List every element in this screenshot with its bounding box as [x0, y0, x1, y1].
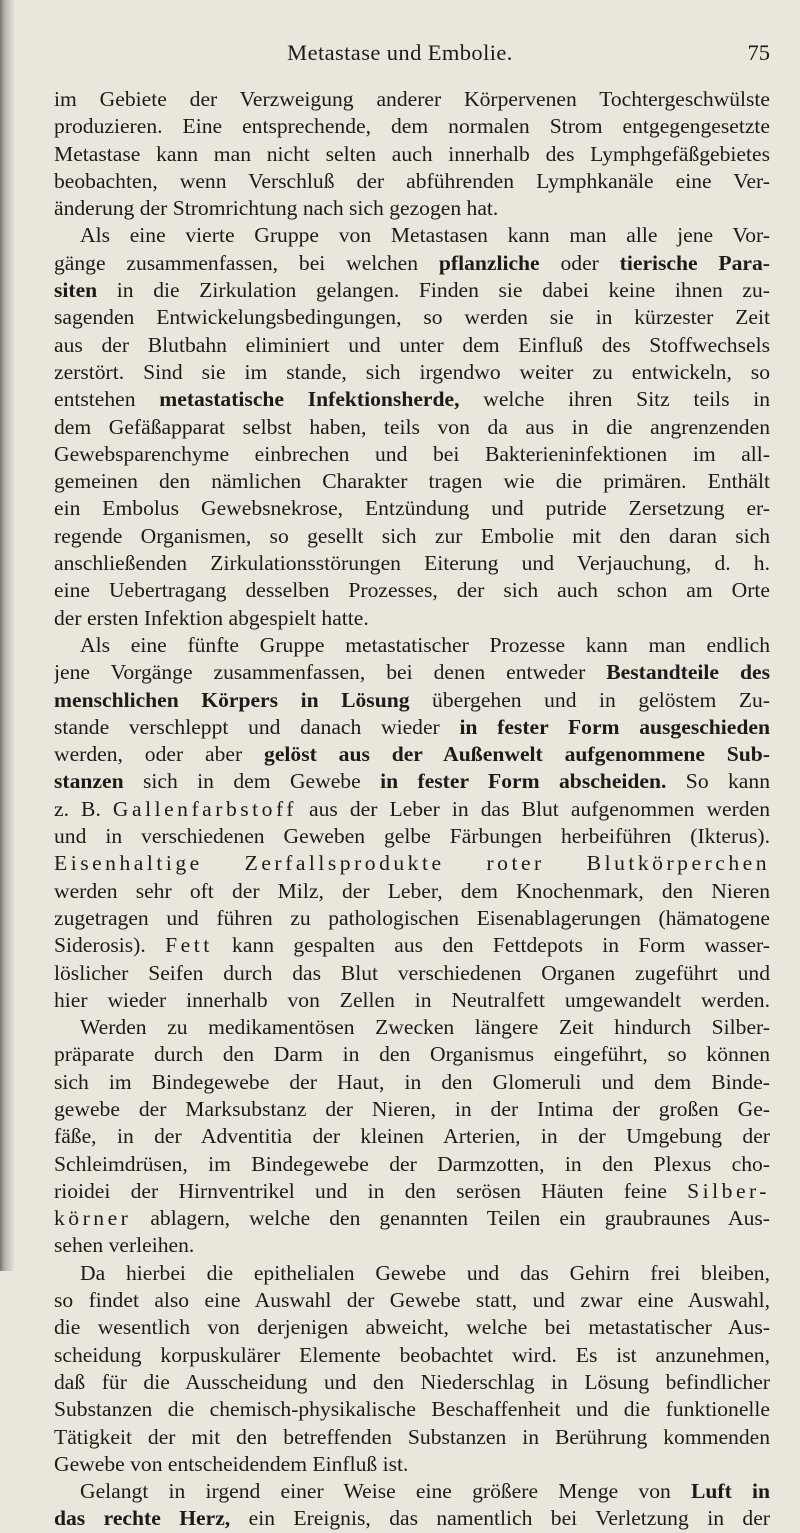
text-line [54, 1041, 770, 1068]
text-segment: Schleimdrüsen, im Bindegewebe der Darmzotten, in den Plexus cho- [54, 1151, 770, 1176]
text-line [54, 1505, 770, 1532]
text-segment: und in verschiedenen Geweben gelbe Färbungen herbeiführen (Ikterus). [54, 824, 770, 849]
text-line [54, 386, 770, 413]
text-segment: im Gebiete der Verzweigung anderer Körpervenen Tochtergeschwülste [54, 87, 770, 111]
page-number: 75 [747, 40, 770, 65]
text-segment: welche ihren Sitz teils in [459, 387, 770, 412]
text-segment: gänge zusammenfassen, bei welchen [54, 250, 439, 275]
spaced-term: Fett [165, 933, 213, 958]
text-line [54, 1232, 770, 1259]
text-line [54, 987, 770, 1014]
text-line [54, 960, 770, 987]
text-segment: stande verschleppt und danach wieder [54, 714, 460, 739]
text-segment: dem Gefäßapparat selbst haben, teils von da aus in die angrenzenden [54, 414, 770, 439]
bold-term: gelöst aus der Außenwelt aufgenommene Sub- [264, 742, 770, 767]
text-line [54, 605, 770, 632]
bold-term: in fester Form ausgeschieden [459, 714, 770, 739]
text-segment: daß für die Ausscheidung und den Niederschlag in Lösung befindlicher [54, 1369, 770, 1394]
text-segment: in die Zirkulation gelangen. Finden sie dabei keine ihnen zu- [97, 278, 770, 303]
text-segment: sehen verleihen. [54, 1233, 195, 1258]
spaced-term: Silber- [687, 1178, 770, 1203]
text-segment: ablagern, welche den genannten Teilen ein graubraunes Aus- [131, 1206, 770, 1231]
text-line [54, 441, 770, 468]
text-segment: Gelangt in irgend einer Weise eine größere Menge von [80, 1479, 691, 1504]
text-line [54, 1478, 770, 1505]
bold-term: in fester Form abscheiden. [380, 769, 667, 794]
text-segment: Werden zu medikamentösen Zwecken längere Zeit hindurch Silber- [80, 1015, 770, 1040]
text-line [54, 1014, 770, 1041]
text-line [54, 168, 770, 195]
text-segment: Tätigkeit der mit den betreffenden Substanzen in Berührung kommenden [54, 1424, 770, 1449]
text-line [54, 823, 770, 850]
text-line [54, 250, 770, 277]
spaced-term: Gallenfarbstoff [112, 796, 297, 821]
text-segment: hier wieder innerhalb von Zellen in Neutralfett umgewandelt werden. [54, 987, 770, 1012]
text-segment: Metastase kann man nicht selten auch innerhalb des Lymphgefäßgebietes [54, 141, 770, 166]
text-segment: anschließenden Zirkulationsstörungen Eiterung und Verjauchung, d. h. [54, 551, 770, 576]
bold-term: Bestandteile des [606, 660, 770, 685]
text-line [54, 850, 770, 877]
text-segment: Als eine vierte Gruppe von Metastasen kann man alle jene Vor- [80, 223, 770, 248]
text-segment: Als eine fünfte Gruppe metastatischer Prozesse kann man endlich [80, 632, 770, 657]
text-line [54, 550, 770, 577]
text-line [54, 113, 770, 140]
text-segment: änderung der Stromrichtung nach sich gezogen hat. [54, 196, 499, 221]
text-line [54, 1151, 770, 1178]
text-segment: gewebe der Marksubstanz der Nieren, in der Intima der großen Ge- [54, 1096, 770, 1121]
spaced-term: Eisenhaltige Zerfallsprodukte roter Blutkörperchen [54, 851, 770, 876]
text-segment: So kann [666, 769, 770, 794]
text-line [54, 796, 770, 823]
text-segment: übergehen und in gelöstem Zu- [409, 687, 770, 712]
text-segment: der ersten Infektion abgespielt hatte. [54, 605, 369, 630]
text-segment: fäße, in der Adventitia der kleinen Arterien, in der Umgebung der [54, 1124, 770, 1149]
page-header [0, 40, 800, 70]
text-segment: ein Ereignis, das namentlich bei Verletzung in der [230, 1506, 770, 1531]
text-line [54, 195, 770, 222]
bold-term: das rechte Herz, [54, 1506, 231, 1531]
bold-term: siten [54, 278, 98, 303]
text-line [54, 1396, 770, 1423]
text-line [54, 1314, 770, 1341]
running-head: Metastase und Embolie. [287, 40, 513, 65]
text-segment: Substanzen die chemisch-physikalische Beschaffenheit und die funktionelle [54, 1397, 770, 1422]
bold-term: metastatische Infektionsherde, [159, 387, 460, 412]
text-line [54, 222, 770, 249]
text-segment: gemeinen den nämlichen Charakter tragen wie die primären. Enthält [54, 469, 770, 494]
text-line [54, 632, 770, 659]
text-segment: sich in dem Gewebe [123, 769, 381, 794]
text-line [54, 878, 770, 905]
text-segment: präparate durch den Darm in den Organismus eingeführt, so können [54, 1042, 770, 1067]
text-line [54, 1205, 770, 1232]
text-segment: rioidei der Hirnventrikel und in den serösen Häuten feine [54, 1178, 688, 1203]
text-line [54, 741, 770, 768]
text-segment: z. B. [54, 796, 113, 821]
text-segment: zugetragen und führen zu pathologischen Eisenablagerungen (hämatogene [54, 905, 770, 930]
text-line [54, 1369, 770, 1396]
text-segment: kann gespalten aus den Fettdepots in Form wasser- [212, 933, 770, 958]
text-line [54, 1342, 770, 1369]
text-line [54, 86, 770, 113]
text-line [54, 1069, 770, 1096]
text-line [54, 932, 770, 959]
text-segment: beobachten, wenn Verschluß der abführenden Lymphkanäle eine Ver- [54, 168, 770, 193]
text-line [54, 714, 770, 741]
text-segment: werden sehr oft der Milz, der Leber, dem Knochenmark, den Nieren [54, 878, 770, 903]
text-segment: oder [539, 250, 620, 275]
text-segment: zerstört. Sind sie im stande, sich irgendwo weiter zu entwickeln, so [54, 359, 770, 384]
text-segment: Da hierbei die epithelialen Gewebe und das Gehirn frei bleiben, [80, 1260, 770, 1285]
text-line [54, 687, 770, 714]
text-line [54, 1287, 770, 1314]
text-line [54, 141, 770, 168]
spaced-term: körner [54, 1206, 132, 1231]
text-line [54, 1178, 770, 1205]
text-line [54, 1424, 770, 1451]
text-segment: aus der Blutbahn eliminiert und unter dem Einfluß des Stoffwechsels [54, 332, 770, 357]
text-line [54, 359, 770, 386]
text-segment: regende Organismen, so gesellt sich zur Embolie mit den daran sich [54, 523, 770, 548]
text-segment: werden, oder aber [54, 742, 265, 767]
text-line [54, 905, 770, 932]
text-segment: löslicher Seifen durch das Blut verschiedenen Organen zugeführt und [54, 960, 770, 985]
text-segment: scheidung korpuskulärer Elemente beobachtet wird. Es ist anzunehmen, [54, 1342, 770, 1367]
bold-term: Luft in [691, 1479, 770, 1504]
text-line [54, 1096, 770, 1123]
text-segment: jene Vorgänge zusammenfassen, bei denen entweder [54, 660, 607, 685]
text-line [54, 768, 770, 795]
body-text [54, 86, 770, 1533]
text-line [54, 332, 770, 359]
bold-term: tierische Para- [619, 250, 770, 275]
text-line [54, 304, 770, 331]
bold-term: menschlichen Körpers in Lösung [54, 687, 410, 712]
text-line [54, 277, 770, 304]
text-segment: Gewebe von entscheidendem Einfluß ist. [54, 1451, 409, 1476]
text-line [54, 1123, 770, 1150]
bold-term: stanzen [54, 769, 124, 794]
text-line [54, 495, 770, 522]
text-segment: Siderosis). [54, 933, 166, 958]
text-segment: ein Embolus Gewebsnekrose, Entzündung und putride Zersetzung er- [54, 496, 770, 521]
text-line [54, 1451, 770, 1478]
text-line [54, 468, 770, 495]
text-line [54, 659, 770, 686]
text-line [54, 414, 770, 441]
text-segment: sagenden Entwickelungsbedingungen, so werden sie in kürzester Zeit [54, 305, 770, 330]
text-line [54, 523, 770, 550]
text-segment: entstehen [54, 387, 160, 412]
text-segment: produzieren. Eine entsprechende, dem normalen Strom entgegengesetzte [54, 114, 770, 139]
text-segment: so findet also eine Auswahl der Gewebe statt, und zwar eine Auswahl, [54, 1288, 770, 1313]
text-segment: aus der Leber in das Blut aufgenommen werden [296, 796, 770, 821]
page-binding-shadow [0, 0, 14, 1271]
text-segment: die wesentlich von derjenigen abweicht, welche bei metastatischer Aus- [54, 1315, 770, 1340]
text-line [54, 577, 770, 604]
text-segment: Gewebsparenchyme einbrechen und bei Bakterieninfektionen im all- [54, 441, 770, 466]
text-line [54, 1260, 770, 1287]
text-segment: eine Uebertragang desselben Prozesses, der sich auch schon am Orte [54, 578, 770, 603]
text-segment: sich im Bindegewebe der Haut, in den Glomeruli und dem Binde- [54, 1069, 770, 1094]
bold-term: pflanzliche [438, 250, 540, 275]
